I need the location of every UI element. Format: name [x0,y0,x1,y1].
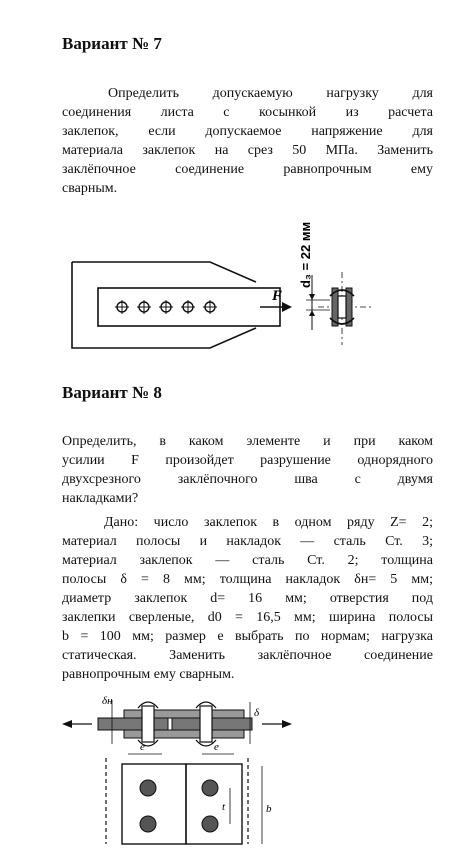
text-line: материал полосы и накладок — сталь Ст. 3; [62,534,433,549]
label-e-right: e [214,741,219,753]
text-line: материал заклепок — сталь Ст. 2; толщина [62,553,433,568]
label-delta-n: δн [102,695,113,707]
text-line: двухсрезного заклёпочного шва с двумя [62,472,433,487]
variant8-heading: Вариант № 8 [62,383,162,402]
label-delta: δ [254,707,260,719]
variant8-figure [62,688,292,846]
rivet-section [318,272,372,345]
text-line: статическая. Заменить заклёпочное соединение [62,648,433,663]
label-b: b [266,803,272,815]
rivets [115,300,217,314]
rivet-3 [159,300,173,314]
variant8-question [62,432,433,508]
variant7-text [62,84,433,198]
text-line: заклепки сверленые, d0 = 16,5 мм; ширина полосы [62,610,433,625]
text-line: Дано: число заклепок в одном ряду Z= 2; [104,515,433,530]
rivet-2 [137,300,151,314]
text-line: накладками? [62,491,139,506]
label-e-left: e [140,741,145,753]
label-t: t [222,801,226,813]
gusset-outline [72,262,256,348]
text-line: усилии F произойдет разрушение однорядного [62,453,433,468]
variant8-given [62,513,433,684]
text-line: заклёпочное соединение равнопрочным ему [62,162,433,177]
rivet-5 [203,300,217,314]
text-line: Определить, в каком элементе и при каком [62,434,433,449]
force-label: F [272,288,283,304]
text-line: полосы δ = 8 мм; толщина накладок δн= 5 мм; [62,572,433,587]
dim-label: d₃ = 22 мм [298,221,313,288]
text-line: равнопрочным ему сварным. [62,667,235,682]
text-line: диаметр заклепок d= 16 мм; отверстия под [62,591,433,606]
variant7-heading: Вариант № 7 [62,34,162,53]
text-line: соединения листа с косынкой из расчета [62,105,433,120]
variant7-figure [60,200,390,360]
text-line: сварным. [62,181,118,196]
rivet-4 [181,300,195,314]
text-line: Определить допускаемую нагрузку для [108,86,433,101]
rivet-1 [115,300,129,314]
text-line: b = 100 мм; размер е выбрать по нормам; нагрузка [62,629,433,644]
text-line: материала заклепок на срез 50 МПа. Заменить [62,143,433,158]
joint-plan-view [106,754,262,844]
text-line: заклепок, если допускаемое напряжение для [62,124,433,139]
